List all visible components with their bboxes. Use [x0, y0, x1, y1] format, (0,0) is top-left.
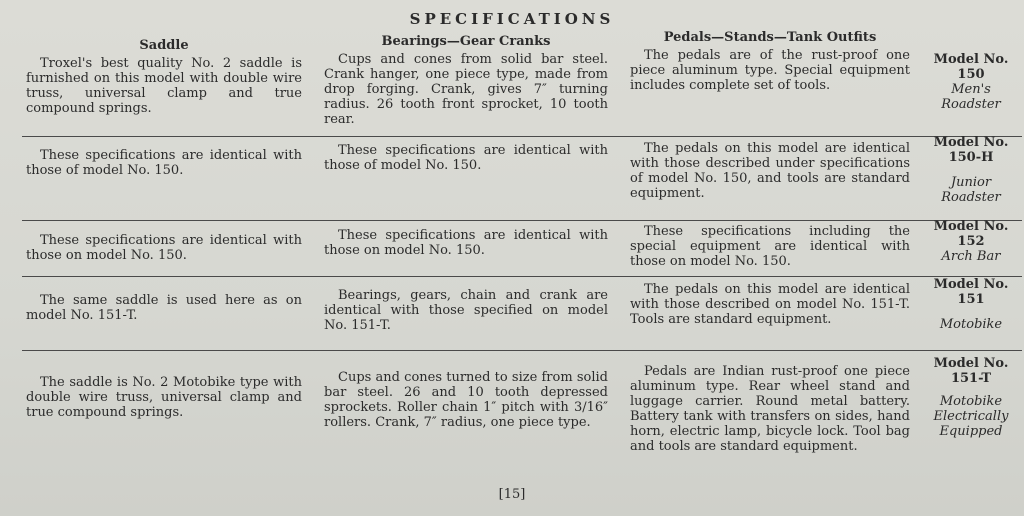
saddle-cell: The saddle is No. 2 Motobike type with double wire truss, universal clamp and true compound springs. — [26, 375, 302, 420]
header-bearings: Bearings—Gear Cranks — [381, 34, 551, 49]
model-cell — [922, 135, 1020, 205]
pedals-cell: The pedals on this model are identical with those described on model No. 151-T. Tools are standard equipment. — [630, 282, 910, 327]
row-divider — [22, 276, 1022, 277]
model-cell — [922, 219, 1020, 264]
saddle-cell: Troxel's best quality No. 2 saddle is furnished on this model with double wire truss, universal clamp and true compound springs. — [26, 56, 302, 116]
model-number: 152 — [957, 234, 985, 249]
pedals-cell: The pedals on this model are identical with those described under specifications of model No. 150, and tools are standard equipment. — [630, 141, 910, 201]
bearings-cell: Cups and cones from solid bar steel. Crank hanger, one piece type, made from drop forging. Crank, gives 7″ turning radius. 26 tooth front sprocket, 10 tooth rear. — [324, 52, 608, 127]
row-divider — [22, 220, 1022, 221]
model-label: Model No. — [933, 277, 1009, 292]
model-name: Junior Roadster — [941, 175, 1001, 205]
model-number: 150 — [957, 67, 985, 82]
model-label: Model No. — [933, 219, 1009, 234]
pedals-cell: The pedals are of the rust-proof one piece aluminum type. Special equipment includes complete set of tools. — [630, 48, 910, 93]
model-number: 150-H — [948, 150, 994, 165]
row-divider — [22, 136, 1022, 137]
model-number: 151 — [957, 292, 985, 307]
model-name: Motobike — [939, 317, 1003, 332]
model-name: Men's Roadster — [941, 82, 1001, 112]
pedals-cell: These specifications including the special equipment are identical with those on model No. 150. — [630, 224, 910, 269]
model-label: Model No. — [933, 52, 1009, 67]
model-label: Model No. — [933, 135, 1009, 150]
saddle-cell: These specifications are identical with those of model No. 150. — [26, 148, 302, 178]
model-name: Arch Bar — [941, 249, 1001, 264]
saddle-cell: These specifications are identical with those on model No. 150. — [26, 233, 302, 263]
bearings-cell: Bearings, gears, chain and crank are identical with those specified on model No. 151-T. — [324, 288, 608, 333]
model-cell — [922, 52, 1020, 112]
pedals-cell: Pedals are Indian rust-proof one piece aluminum type. Rear wheel stand and luggage carrier. Round metal battery. Battery tank with transfers on sides, hand horn, electric lamp, bicycle lock. Tool bag and tools are standard equipment. — [630, 364, 910, 454]
bearings-cell: These specifications are identical with those of model No. 150. — [324, 143, 608, 173]
model-name: Motobike Electrically Equipped — [933, 394, 1009, 439]
header-saddle: Saddle — [139, 38, 189, 53]
model-cell — [922, 277, 1020, 332]
model-number: 151-T — [950, 371, 992, 386]
bearings-cell: These specifications are identical with those on model No. 150. — [324, 228, 608, 258]
model-label: Model No. — [933, 356, 1009, 371]
page-number: [15] — [498, 487, 526, 502]
header-pedals: Pedals—Stands—Tank Outfits — [663, 30, 877, 45]
page-title: SPECIFICATIONS — [409, 10, 615, 28]
saddle-cell: The same saddle is used here as on model No. 151-T. — [26, 293, 302, 323]
bearings-cell: Cups and cones turned to size from solid bar steel. 26 and 10 tooth depressed sprockets. Roller chain 1″ pitch with 3/16″ rollers. Crank, 7″ radius, one piece type. — [324, 370, 608, 430]
row-divider — [22, 350, 1022, 351]
model-cell — [922, 356, 1020, 439]
